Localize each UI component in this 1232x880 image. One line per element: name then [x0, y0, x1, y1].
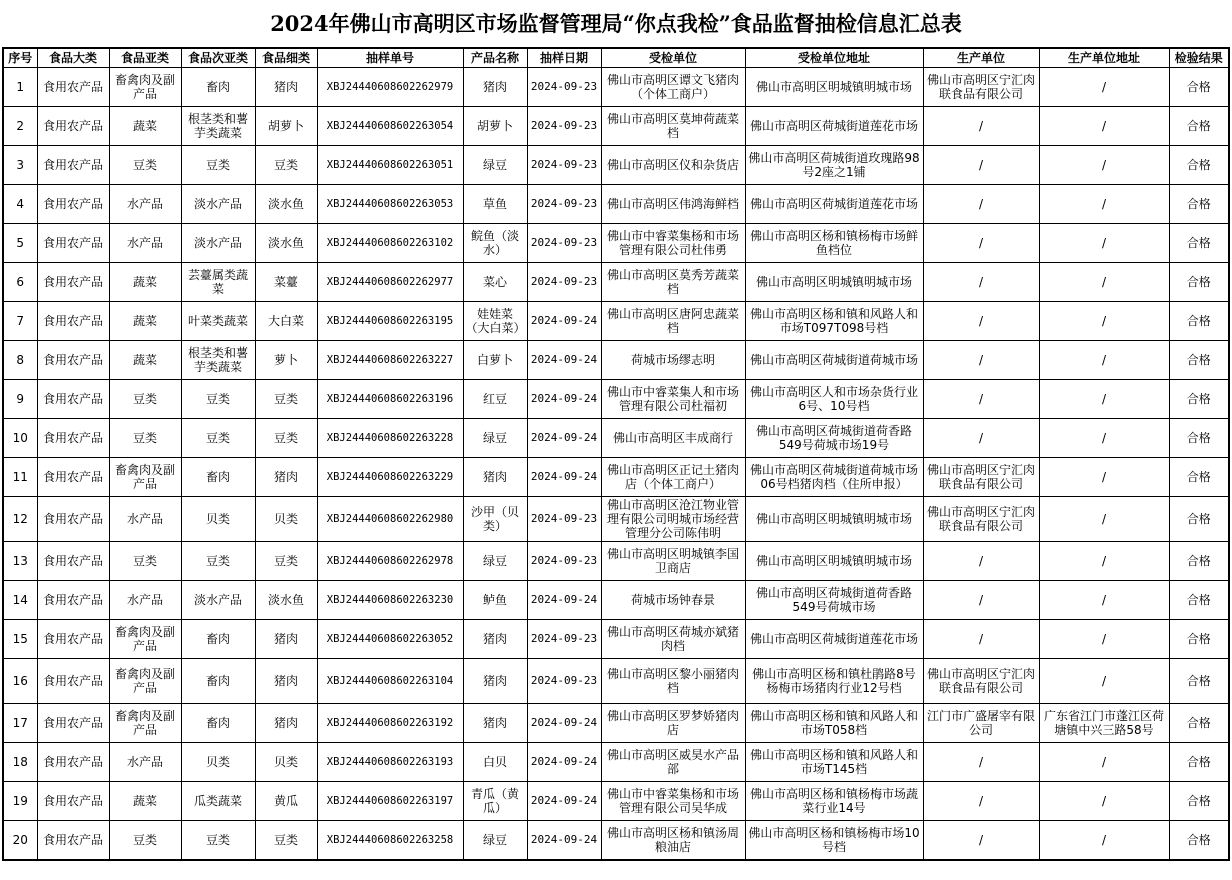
cell-producer: 佛山市高明区宁汇肉联食品有限公司: [923, 68, 1039, 107]
table-row: [3, 743, 1229, 782]
cell-category: 食用农产品: [37, 302, 109, 341]
cell-producer: /: [923, 380, 1039, 419]
cell-date: 2024-09-23: [527, 146, 601, 185]
cell-inspected-address: 佛山市高明区荷城街道莲花市场: [745, 620, 923, 659]
cell-result: 合格: [1169, 458, 1229, 497]
cell-inspected-address: 佛山市高明区杨和镇杨梅市场蔬菜行业14号: [745, 782, 923, 821]
table-body: [3, 68, 1229, 861]
cell-producer-address: /: [1039, 620, 1169, 659]
cell-detail: 胡萝卜: [255, 107, 317, 146]
cell-result: 合格: [1169, 68, 1229, 107]
cell-subsub: 叶菜类蔬菜: [181, 302, 255, 341]
cell-seq: 6: [3, 263, 37, 302]
cell-category: 食用农产品: [37, 743, 109, 782]
cell-seq: 1: [3, 68, 37, 107]
cell-subcategory: 水产品: [109, 185, 181, 224]
cell-inspected-address: 佛山市高明区荷城街道莲花市场: [745, 185, 923, 224]
cell-inspected-address: 佛山市高明区明城镇明城市场: [745, 263, 923, 302]
header-cell: 抽样单号: [317, 48, 463, 68]
cell-inspected-unit: 佛山市高明区谭文飞猪肉（个体工商户）: [601, 68, 745, 107]
cell-category: 食用农产品: [37, 185, 109, 224]
cell-inspected-address: 佛山市高明区杨和镇和风路人和市场T145档: [745, 743, 923, 782]
cell-producer-address: /: [1039, 302, 1169, 341]
cell-subsub: 瓜类蔬菜: [181, 782, 255, 821]
page-title: 2024年佛山市高明区市场监督管理局“你点我检”食品监督抽检信息汇总表: [270, 11, 962, 36]
cell-producer-address: /: [1039, 224, 1169, 263]
cell-sample-no: XBJ24440608602262977: [317, 263, 463, 302]
cell-subsub: 畜肉: [181, 458, 255, 497]
cell-date: 2024-09-23: [527, 68, 601, 107]
cell-seq: 19: [3, 782, 37, 821]
cell-subcategory: 水产品: [109, 224, 181, 263]
table-row: [3, 146, 1229, 185]
cell-subcategory: 畜禽肉及副产品: [109, 659, 181, 704]
cell-date: 2024-09-24: [527, 704, 601, 743]
cell-subsub: 贝类: [181, 743, 255, 782]
cell-inspected-unit: 佛山市高明区唐阿忠蔬菜档: [601, 302, 745, 341]
cell-detail: 豆类: [255, 542, 317, 581]
cell-seq: 9: [3, 380, 37, 419]
cell-date: 2024-09-24: [527, 821, 601, 861]
header-cell: 生产单位地址: [1039, 48, 1169, 68]
cell-subsub: 淡水产品: [181, 224, 255, 263]
cell-subcategory: 蔬菜: [109, 302, 181, 341]
cell-inspected-address: 佛山市高明区荷城街道荷香路549号荷城市场: [745, 581, 923, 620]
header-cell: 食品次亚类: [181, 48, 255, 68]
cell-date: 2024-09-24: [527, 581, 601, 620]
cell-producer-address: /: [1039, 341, 1169, 380]
cell-result: 合格: [1169, 620, 1229, 659]
cell-date: 2024-09-23: [527, 185, 601, 224]
cell-seq: 13: [3, 542, 37, 581]
cell-detail: 猪肉: [255, 458, 317, 497]
cell-detail: 萝卜: [255, 341, 317, 380]
cell-subcategory: 水产品: [109, 497, 181, 542]
cell-sample-no: XBJ24440608602263195: [317, 302, 463, 341]
cell-producer: /: [923, 302, 1039, 341]
cell-result: 合格: [1169, 380, 1229, 419]
cell-sample-no: XBJ24440608602263052: [317, 620, 463, 659]
cell-result: 合格: [1169, 185, 1229, 224]
cell-result: 合格: [1169, 497, 1229, 542]
cell-sample-no: XBJ24440608602263193: [317, 743, 463, 782]
cell-inspected-address: 佛山市高明区明城镇明城市场: [745, 542, 923, 581]
cell-subsub: 豆类: [181, 419, 255, 458]
cell-producer: /: [923, 263, 1039, 302]
cell-inspected-unit: 佛山市高明区荷城亦斌猪肉档: [601, 620, 745, 659]
cell-product: 猪肉: [463, 68, 527, 107]
table-row: [3, 263, 1229, 302]
cell-seq: 11: [3, 458, 37, 497]
cell-detail: 黄瓜: [255, 782, 317, 821]
cell-date: 2024-09-24: [527, 782, 601, 821]
table-row: [3, 302, 1229, 341]
cell-subcategory: 水产品: [109, 581, 181, 620]
cell-sample-no: XBJ24440608602263053: [317, 185, 463, 224]
cell-subcategory: 畜禽肉及副产品: [109, 68, 181, 107]
cell-seq: 10: [3, 419, 37, 458]
table-row: [3, 458, 1229, 497]
cell-detail: 豆类: [255, 380, 317, 419]
cell-subcategory: 豆类: [109, 419, 181, 458]
cell-subcategory: 豆类: [109, 542, 181, 581]
cell-detail: 贝类: [255, 497, 317, 542]
cell-date: 2024-09-23: [527, 497, 601, 542]
table-row: [3, 659, 1229, 704]
cell-detail: 淡水鱼: [255, 185, 317, 224]
cell-detail: 豆类: [255, 146, 317, 185]
cell-producer-address: /: [1039, 542, 1169, 581]
cell-producer: /: [923, 782, 1039, 821]
cell-category: 食用农产品: [37, 821, 109, 861]
cell-date: 2024-09-24: [527, 380, 601, 419]
cell-subsub: 豆类: [181, 146, 255, 185]
cell-product: 绿豆: [463, 542, 527, 581]
cell-subcategory: 畜禽肉及副产品: [109, 620, 181, 659]
cell-sample-no: XBJ24440608602263230: [317, 581, 463, 620]
cell-product: 鲩鱼（淡水）: [463, 224, 527, 263]
header-cell: 生产单位: [923, 48, 1039, 68]
cell-detail: 淡水鱼: [255, 224, 317, 263]
cell-inspected-address: 佛山市高明区杨和镇杨梅市场鲜鱼档位: [745, 224, 923, 263]
cell-subsub: 根茎类和薯芋类蔬菜: [181, 107, 255, 146]
cell-category: 食用农产品: [37, 419, 109, 458]
cell-seq: 7: [3, 302, 37, 341]
cell-sample-no: XBJ24440608602263229: [317, 458, 463, 497]
cell-product: 娃娃菜（大白菜）: [463, 302, 527, 341]
cell-inspected-unit: 佛山市高明区杨和镇汤周粮油店: [601, 821, 745, 861]
cell-detail: 猪肉: [255, 704, 317, 743]
header-cell: 产品名称: [463, 48, 527, 68]
cell-sample-no: XBJ24440608602263054: [317, 107, 463, 146]
cell-date: 2024-09-24: [527, 458, 601, 497]
cell-inspected-address: 佛山市高明区荷城街道荷城市场: [745, 341, 923, 380]
cell-result: 合格: [1169, 542, 1229, 581]
cell-inspected-address: 佛山市高明区明城镇明城市场: [745, 497, 923, 542]
cell-producer: 佛山市高明区宁汇肉联食品有限公司: [923, 458, 1039, 497]
cell-subcategory: 豆类: [109, 821, 181, 861]
cell-inspected-unit: 佛山市中睿菜集人和市场管理有限公司杜福初: [601, 380, 745, 419]
cell-category: 食用农产品: [37, 659, 109, 704]
cell-subcategory: 蔬菜: [109, 263, 181, 302]
cell-subcategory: 蔬菜: [109, 341, 181, 380]
cell-producer: 佛山市高明区宁汇肉联食品有限公司: [923, 659, 1039, 704]
table-row: [3, 185, 1229, 224]
cell-product: 沙甲（贝类）: [463, 497, 527, 542]
cell-producer: /: [923, 341, 1039, 380]
cell-sample-no: XBJ24440608602263197: [317, 782, 463, 821]
cell-subsub: 畜肉: [181, 68, 255, 107]
cell-subsub: 芸薹属类蔬菜: [181, 263, 255, 302]
header-cell: 抽样日期: [527, 48, 601, 68]
header-cell: 食品大类: [37, 48, 109, 68]
cell-producer-address: /: [1039, 380, 1169, 419]
cell-seq: 8: [3, 341, 37, 380]
cell-category: 食用农产品: [37, 380, 109, 419]
cell-subcategory: 水产品: [109, 743, 181, 782]
cell-detail: 淡水鱼: [255, 581, 317, 620]
table-row: [3, 821, 1229, 861]
cell-sample-no: XBJ24440608602263258: [317, 821, 463, 861]
cell-result: 合格: [1169, 581, 1229, 620]
cell-inspected-address: 佛山市高明区杨和镇杜鹃路8号杨梅市场猪肉行业12号档: [745, 659, 923, 704]
cell-category: 食用农产品: [37, 620, 109, 659]
cell-date: 2024-09-23: [527, 224, 601, 263]
cell-seq: 3: [3, 146, 37, 185]
cell-date: 2024-09-24: [527, 302, 601, 341]
cell-seq: 20: [3, 821, 37, 861]
header-cell: 食品细类: [255, 48, 317, 68]
cell-inspected-unit: 佛山市高明区明城镇李国卫商店: [601, 542, 745, 581]
cell-category: 食用农产品: [37, 782, 109, 821]
cell-producer: /: [923, 743, 1039, 782]
cell-category: 食用农产品: [37, 263, 109, 302]
cell-producer: 江门市广盛屠宰有限公司: [923, 704, 1039, 743]
cell-seq: 12: [3, 497, 37, 542]
cell-product: 草鱼: [463, 185, 527, 224]
cell-product: 青瓜（黄瓜）: [463, 782, 527, 821]
cell-inspected-address: 佛山市高明区明城镇明城市场: [745, 68, 923, 107]
cell-subcategory: 蔬菜: [109, 782, 181, 821]
cell-date: 2024-09-23: [527, 620, 601, 659]
cell-product: 鲈鱼: [463, 581, 527, 620]
cell-sample-no: XBJ24440608602263051: [317, 146, 463, 185]
cell-subsub: 根茎类和薯芋类蔬菜: [181, 341, 255, 380]
cell-sample-no: XBJ24440608602263192: [317, 704, 463, 743]
cell-producer-address: /: [1039, 659, 1169, 704]
cell-detail: 豆类: [255, 821, 317, 861]
cell-seq: 18: [3, 743, 37, 782]
cell-sample-no: XBJ24440608602263227: [317, 341, 463, 380]
cell-detail: 豆类: [255, 419, 317, 458]
cell-producer-address: /: [1039, 782, 1169, 821]
cell-sample-no: XBJ24440608602263228: [317, 419, 463, 458]
cell-subsub: 畜肉: [181, 659, 255, 704]
cell-category: 食用农产品: [37, 458, 109, 497]
cell-inspected-unit: 荷城市场缪志明: [601, 341, 745, 380]
cell-sample-no: XBJ24440608602263102: [317, 224, 463, 263]
cell-inspected-unit: 佛山市高明区沧江物业管理有限公司明城市场经营管理分公司陈伟明: [601, 497, 745, 542]
cell-sample-no: XBJ24440608602262978: [317, 542, 463, 581]
cell-category: 食用农产品: [37, 146, 109, 185]
cell-date: 2024-09-24: [527, 743, 601, 782]
cell-result: 合格: [1169, 821, 1229, 861]
cell-subsub: 畜肉: [181, 704, 255, 743]
table-row: [3, 68, 1229, 107]
header-cell: 受检单位: [601, 48, 745, 68]
table-row: [3, 341, 1229, 380]
cell-inspected-unit: 佛山市高明区伟鸿海鲜档: [601, 185, 745, 224]
cell-producer-address: /: [1039, 107, 1169, 146]
cell-seq: 17: [3, 704, 37, 743]
cell-producer-address: /: [1039, 419, 1169, 458]
cell-result: 合格: [1169, 224, 1229, 263]
table-row: [3, 782, 1229, 821]
cell-result: 合格: [1169, 107, 1229, 146]
cell-subcategory: 蔬菜: [109, 107, 181, 146]
cell-category: 食用农产品: [37, 497, 109, 542]
cell-producer-address: /: [1039, 458, 1169, 497]
cell-date: 2024-09-23: [527, 107, 601, 146]
table-row: [3, 620, 1229, 659]
cell-detail: 大白菜: [255, 302, 317, 341]
cell-category: 食用农产品: [37, 107, 109, 146]
cell-inspected-unit: 佛山市高明区仪和杂货店: [601, 146, 745, 185]
cell-subsub: 畜肉: [181, 620, 255, 659]
cell-producer: /: [923, 146, 1039, 185]
cell-category: 食用农产品: [37, 68, 109, 107]
cell-subcategory: 畜禽肉及副产品: [109, 704, 181, 743]
inspection-table: [2, 47, 1230, 861]
cell-product: 白萝卜: [463, 341, 527, 380]
cell-producer: 佛山市高明区宁汇肉联食品有限公司: [923, 497, 1039, 542]
cell-category: 食用农产品: [37, 341, 109, 380]
cell-inspected-address: 佛山市高明区杨和镇和风路人和市场T097T098号档: [745, 302, 923, 341]
cell-producer-address: /: [1039, 497, 1169, 542]
cell-seq: 5: [3, 224, 37, 263]
cell-inspected-address: 佛山市高明区杨和镇杨梅市场10号档: [745, 821, 923, 861]
cell-subsub: 淡水产品: [181, 581, 255, 620]
cell-product: 红豆: [463, 380, 527, 419]
table-row: [3, 224, 1229, 263]
cell-producer-address: /: [1039, 821, 1169, 861]
cell-result: 合格: [1169, 263, 1229, 302]
cell-detail: 猪肉: [255, 68, 317, 107]
cell-result: 合格: [1169, 419, 1229, 458]
cell-product: 猪肉: [463, 704, 527, 743]
cell-result: 合格: [1169, 341, 1229, 380]
table-row: [3, 497, 1229, 542]
cell-producer-address: /: [1039, 68, 1169, 107]
table-row: [3, 419, 1229, 458]
cell-result: 合格: [1169, 743, 1229, 782]
cell-sample-no: XBJ24440608602263196: [317, 380, 463, 419]
table-row: [3, 542, 1229, 581]
cell-producer-address: /: [1039, 263, 1169, 302]
cell-inspected-unit: 佛山市高明区莫秀芳蔬菜档: [601, 263, 745, 302]
cell-producer: /: [923, 821, 1039, 861]
cell-inspected-unit: 佛山市高明区黎小丽猪肉档: [601, 659, 745, 704]
cell-detail: 菜薹: [255, 263, 317, 302]
cell-inspected-address: 佛山市高明区荷城街道荷城市场06号档猪肉档（住所申报）: [745, 458, 923, 497]
cell-seq: 14: [3, 581, 37, 620]
cell-subcategory: 豆类: [109, 146, 181, 185]
cell-subcategory: 豆类: [109, 380, 181, 419]
cell-inspected-unit: 佛山市中睿菜集杨和市场管理有限公司杜伟勇: [601, 224, 745, 263]
cell-inspected-address: 佛山市高明区荷城街道莲花市场: [745, 107, 923, 146]
cell-detail: 猪肉: [255, 659, 317, 704]
cell-producer-address: /: [1039, 185, 1169, 224]
cell-date: 2024-09-23: [527, 263, 601, 302]
cell-seq: 4: [3, 185, 37, 224]
cell-date: 2024-09-24: [527, 419, 601, 458]
cell-producer-address: /: [1039, 743, 1169, 782]
cell-product: 绿豆: [463, 146, 527, 185]
cell-product: 菜心: [463, 263, 527, 302]
cell-producer: /: [923, 581, 1039, 620]
cell-product: 白贝: [463, 743, 527, 782]
cell-producer-address: /: [1039, 146, 1169, 185]
cell-detail: 贝类: [255, 743, 317, 782]
cell-category: 食用农产品: [37, 581, 109, 620]
header-cell: 食品亚类: [109, 48, 181, 68]
cell-inspected-unit: 佛山市高明区丰成商行: [601, 419, 745, 458]
cell-product: 猪肉: [463, 458, 527, 497]
cell-product: 猪肉: [463, 659, 527, 704]
cell-category: 食用农产品: [37, 542, 109, 581]
cell-seq: 15: [3, 620, 37, 659]
cell-product: 绿豆: [463, 821, 527, 861]
table-row: [3, 704, 1229, 743]
header-cell: 检验结果: [1169, 48, 1229, 68]
cell-producer: /: [923, 542, 1039, 581]
cell-subsub: 豆类: [181, 542, 255, 581]
cell-product: 胡萝卜: [463, 107, 527, 146]
cell-category: 食用农产品: [37, 704, 109, 743]
cell-subsub: 淡水产品: [181, 185, 255, 224]
cell-inspected-address: 佛山市高明区荷城街道玫瑰路98号2座之1铺: [745, 146, 923, 185]
cell-subsub: 豆类: [181, 380, 255, 419]
header-cell: 序号: [3, 48, 37, 68]
cell-inspected-unit: 佛山市高明区莫坤荷蔬菜档: [601, 107, 745, 146]
cell-inspected-unit: 佛山市中睿菜集杨和市场管理有限公司吴华成: [601, 782, 745, 821]
header-cell: 受检单位地址: [745, 48, 923, 68]
cell-product: 猪肉: [463, 620, 527, 659]
cell-inspected-unit: 佛山市高明区威昊水产品部: [601, 743, 745, 782]
cell-sample-no: XBJ24440608602262980: [317, 497, 463, 542]
table-row: [3, 581, 1229, 620]
cell-result: 合格: [1169, 146, 1229, 185]
cell-inspected-address: 佛山市高明区荷城街道荷香路549号荷城市场19号: [745, 419, 923, 458]
cell-inspected-unit: 佛山市高明区罗梦娇猪肉店: [601, 704, 745, 743]
cell-sample-no: XBJ24440608602263104: [317, 659, 463, 704]
cell-date: 2024-09-23: [527, 659, 601, 704]
cell-category: 食用农产品: [37, 224, 109, 263]
header-row: [3, 48, 1229, 68]
cell-result: 合格: [1169, 782, 1229, 821]
cell-subsub: 贝类: [181, 497, 255, 542]
cell-producer: /: [923, 224, 1039, 263]
cell-producer: /: [923, 185, 1039, 224]
cell-producer-address: 广东省江门市蓬江区荷塘镇中兴三路58号: [1039, 704, 1169, 743]
cell-inspected-unit: 荷城市场钟春景: [601, 581, 745, 620]
cell-result: 合格: [1169, 704, 1229, 743]
cell-producer: /: [923, 107, 1039, 146]
cell-producer: /: [923, 620, 1039, 659]
cell-sample-no: XBJ24440608602262979: [317, 68, 463, 107]
cell-date: 2024-09-24: [527, 341, 601, 380]
cell-subcategory: 畜禽肉及副产品: [109, 458, 181, 497]
cell-date: 2024-09-23: [527, 542, 601, 581]
cell-inspected-address: 佛山市高明区人和市场杂货行业6号、10号档: [745, 380, 923, 419]
cell-seq: 16: [3, 659, 37, 704]
cell-seq: 2: [3, 107, 37, 146]
cell-detail: 猪肉: [255, 620, 317, 659]
cell-result: 合格: [1169, 659, 1229, 704]
cell-product: 绿豆: [463, 419, 527, 458]
cell-producer: /: [923, 419, 1039, 458]
table-row: [3, 380, 1229, 419]
cell-subsub: 豆类: [181, 821, 255, 861]
cell-inspected-unit: 佛山市高明区正记土猪肉店（个体工商户）: [601, 458, 745, 497]
cell-inspected-address: 佛山市高明区杨和镇和风路人和市场T058档: [745, 704, 923, 743]
cell-result: 合格: [1169, 302, 1229, 341]
cell-producer-address: /: [1039, 581, 1169, 620]
table-row: [3, 107, 1229, 146]
